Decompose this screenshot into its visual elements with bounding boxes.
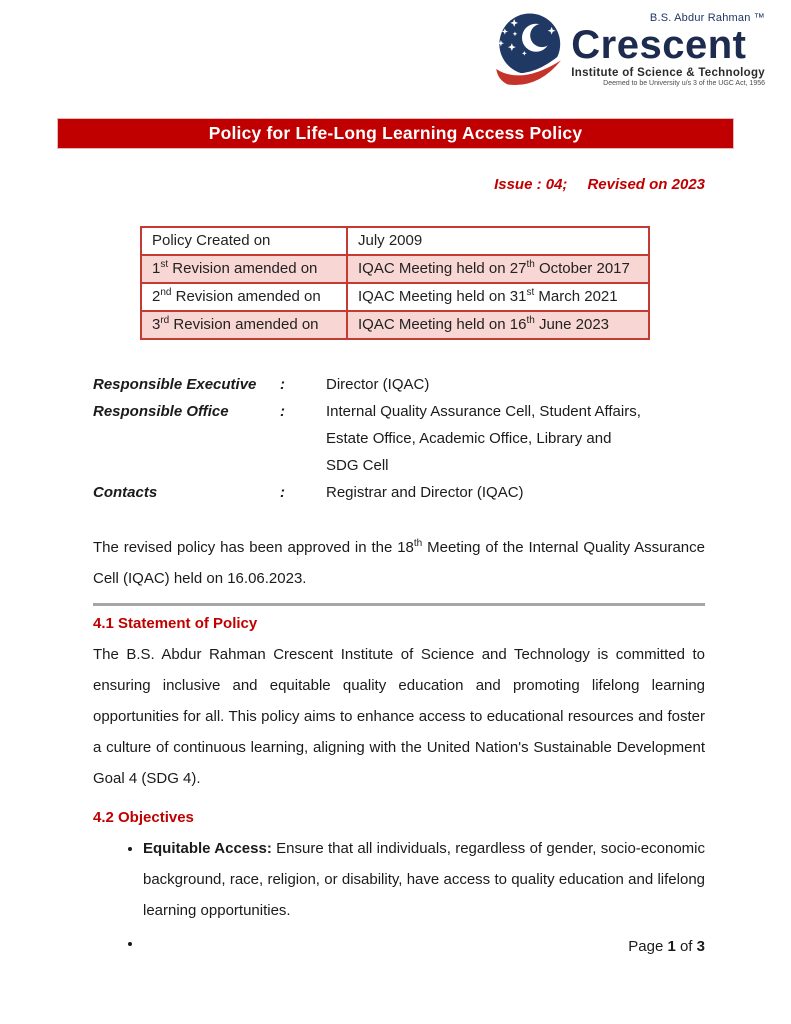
logo-trademark: B.S. Abdur Rahman ™ (649, 12, 765, 24)
issue-number: Issue : 04; (494, 176, 568, 193)
title-banner (57, 118, 734, 149)
logo-name: Crescent (571, 23, 747, 67)
table-cell-label: Policy Created on (141, 227, 347, 255)
logo-subtitle: Institute of Science & Technology (571, 67, 765, 79)
table-cell-label: 1st Revision amended on (141, 255, 347, 283)
objective-item: • Equitable Access: Ensure that all individuals, regardless of gender, socio-economic background, race, religion, or disability, have access to quality education and lifelong learning opportunities. (143, 833, 705, 926)
revision-table-body (141, 227, 649, 339)
revised-on: Revised on 2023 (587, 176, 705, 193)
logo-tagline: Deemed to be University u/s 3 of the UGC Act, 1956 (603, 80, 765, 87)
info-colon: : (280, 376, 285, 393)
table-cell-value: IQAC Meeting held on 27th October 2017 (347, 255, 649, 283)
table-row (141, 311, 649, 339)
info-colon: : (280, 403, 285, 420)
section-41-body: The B.S. Abdur Rahman Crescent Institute of Science and Technology is committed to ensuring inclusive and equitable quality education and promoting lifelong learning opportunities for all. This policy aims to enhance access to educational resources and foster a culture of continuous learning, aligning with the United Nation's Sustainable Development Goal 4 (SDG 4). (93, 646, 705, 787)
info-label: Contacts (93, 484, 158, 501)
revision-table (140, 226, 650, 340)
header (0, 0, 791, 118)
info-value (326, 398, 705, 479)
info-value (326, 371, 705, 398)
objectives-list (93, 833, 705, 959)
table-cell-value: July 2009 (347, 227, 649, 255)
objective-item (143, 928, 705, 959)
info-value-line: Director (IQAC) (326, 376, 430, 393)
table-cell-value: IQAC Meeting held on 16th June 2023 (347, 311, 649, 339)
table-cell-label: 2nd Revision amended on (141, 283, 347, 311)
table-cell-value: IQAC Meeting held on 31st March 2021 (347, 283, 649, 311)
table-row (141, 283, 649, 311)
institute-logo (490, 12, 765, 90)
approval-paragraph: The revised policy has been approved in the 18th Meeting of the Internal Quality Assurance Cell (IQAC) held on 16.06.2023. (93, 538, 705, 587)
section-41-heading: 4.1 Statement of Policy (93, 615, 258, 632)
info-row (93, 371, 705, 398)
info-colon: : (280, 484, 285, 501)
table-row (141, 255, 649, 283)
crescent-moon-stars-icon (490, 12, 568, 90)
info-value-line: Registrar and Director (IQAC) (326, 484, 524, 501)
info-value-line: Estate Office, Academic Office, Library and (326, 430, 612, 447)
section-divider (93, 603, 705, 606)
table-cell-label: 3rd Revision amended on (141, 311, 347, 339)
info-block (93, 371, 705, 506)
info-label: Responsible Office (93, 403, 229, 420)
page-title: Policy for Life-Long Learning Access Policy (208, 123, 583, 143)
table-row (141, 227, 649, 255)
info-value-line: Internal Quality Assurance Cell, Student Affairs, (326, 403, 641, 420)
logo-text-block (571, 12, 765, 87)
info-row (93, 398, 705, 479)
section-42-heading: 4.2 Objectives (93, 809, 194, 826)
issue-line (0, 176, 705, 193)
info-row (93, 479, 705, 506)
info-value (326, 479, 705, 506)
page-number: Page 1 of 3 (628, 938, 705, 955)
info-value-line: SDG Cell (326, 457, 389, 474)
info-label: Responsible Executive (93, 376, 257, 393)
